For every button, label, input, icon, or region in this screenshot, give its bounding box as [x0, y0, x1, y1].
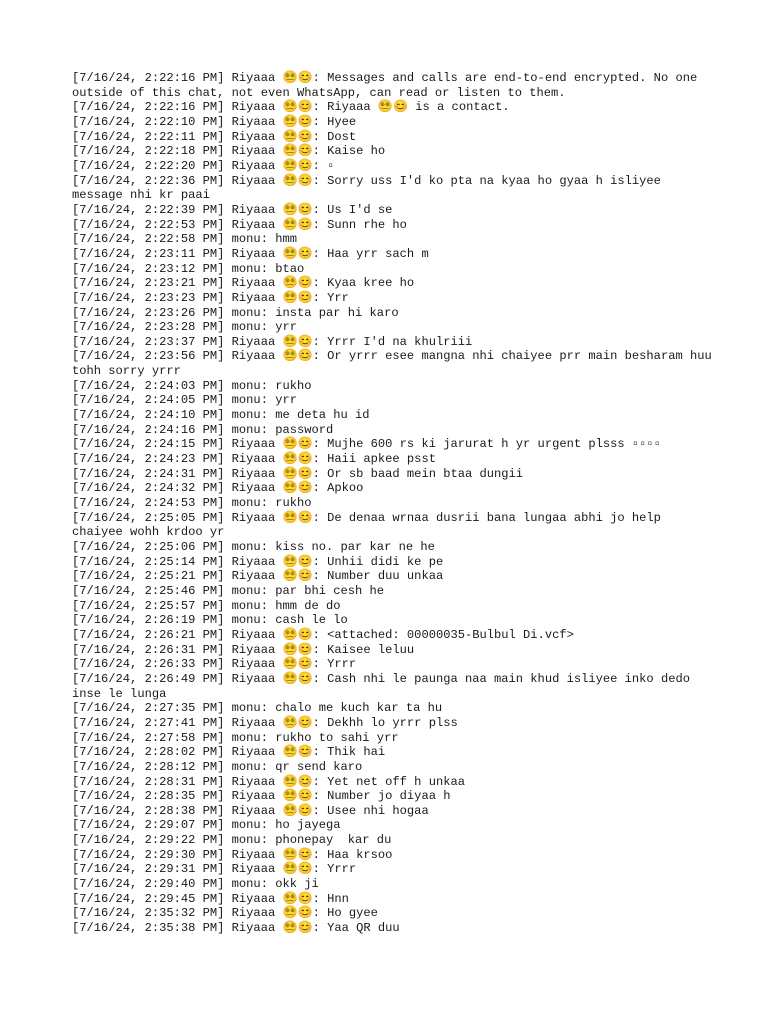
message-timestamp: [7/16/24, 2:25:21 PM]: [72, 569, 225, 584]
message-timestamp: [7/16/24, 2:24:23 PM]: [72, 452, 225, 467]
message-timestamp: [7/16/24, 2:28:35 PM]: [72, 789, 225, 804]
message-text: Riyaaa 😵‍💫😊: Apkoo: [224, 481, 364, 496]
message-text: Riyaaa 😵‍💫😊: Or sb baad mein btaa dungii: [224, 466, 524, 481]
message-timestamp: [7/16/24, 2:23:26 PM]: [72, 305, 225, 320]
chat-line: [72, 921, 712, 936]
chat-line: [72, 159, 712, 174]
message-timestamp: [7/16/24, 2:22:36 PM]: [72, 173, 225, 188]
message-timestamp: [7/16/24, 2:29:45 PM]: [72, 891, 225, 906]
chat-line: [72, 262, 712, 277]
message-text: Riyaaa 😵‍💫😊: Yrrr: [224, 657, 357, 672]
chat-line: [72, 247, 712, 262]
message-timestamp: [7/16/24, 2:29:30 PM]: [72, 847, 225, 862]
message-timestamp: [7/16/24, 2:23:28 PM]: [72, 320, 225, 335]
message-text: monu: insta par hi karo: [224, 305, 399, 320]
message-text: Riyaaa 😵‍💫😊: Haii apkee psst: [224, 452, 436, 467]
chat-line: [72, 848, 712, 863]
chat-line: [72, 306, 712, 321]
chat-line: [72, 467, 712, 482]
chat-line: [72, 423, 712, 438]
chat-line: [72, 437, 712, 452]
message-timestamp: [7/16/24, 2:24:16 PM]: [72, 422, 225, 437]
message-text: Riyaaa 😵‍💫😊: Kaise ho: [224, 144, 386, 159]
message-text: Riyaaa 😵‍💫😊: Yaa QR duu: [224, 921, 400, 936]
chat-line: [72, 672, 712, 701]
message-timestamp: [7/16/24, 2:24:15 PM]: [72, 437, 225, 452]
chat-line: [72, 892, 712, 907]
message-timestamp: [7/16/24, 2:23:12 PM]: [72, 261, 225, 276]
message-timestamp: [7/16/24, 2:29:07 PM]: [72, 818, 225, 833]
message-text: monu: hmm de do: [224, 598, 341, 613]
message-text: Riyaaa 😵‍💫😊: Kaisee leluu: [224, 642, 415, 657]
message-text: Riyaaa 😵‍💫😊: Haa krsoo: [224, 847, 393, 862]
chat-line: [72, 320, 712, 335]
message-timestamp: [7/16/24, 2:22:53 PM]: [72, 217, 225, 232]
chat-line: [72, 775, 712, 790]
message-timestamp: [7/16/24, 2:29:22 PM]: [72, 833, 225, 848]
message-text: monu: chalo me kuch kar ta hu: [224, 701, 443, 716]
message-timestamp: [7/16/24, 2:23:37 PM]: [72, 334, 225, 349]
message-text: monu: btao: [224, 261, 305, 276]
message-text: monu: ho jayega: [224, 818, 341, 833]
message-text: Riyaaa 😵‍💫😊: Dost: [224, 129, 357, 144]
chat-line: [72, 628, 712, 643]
message-text: Riyaaa 😵‍💫😊: Riyaaa 😵‍💫😊 is a contact.: [224, 100, 510, 115]
message-timestamp: [7/16/24, 2:26:31 PM]: [72, 642, 225, 657]
message-text: Riyaaa 😵‍💫😊: Cash nhi le paunga naa main khud isliyee inko dedo inse le lunga: [72, 671, 698, 701]
message-text: Riyaaa 😵‍💫😊: Or yrrr esee mangna nhi chaiyee prr main besharam huu tohh sorry yrrr: [72, 349, 720, 379]
message-timestamp: [7/16/24, 2:28:12 PM]: [72, 759, 225, 774]
message-text: monu: yrr: [224, 320, 297, 335]
chat-line: [72, 701, 712, 716]
chat-line: [72, 452, 712, 467]
message-text: Riyaaa 😵‍💫😊: Mujhe 600 rs ki jarurat h yr urgent plsss ▫▫▫▫: [224, 437, 661, 452]
message-timestamp: [7/16/24, 2:27:41 PM]: [72, 715, 225, 730]
chat-line: [72, 232, 712, 247]
message-timestamp: [7/16/24, 2:35:32 PM]: [72, 906, 225, 921]
message-text: Riyaaa 😵‍💫😊: Number duu unkaa: [224, 569, 444, 584]
message-timestamp: [7/16/24, 2:28:31 PM]: [72, 774, 225, 789]
message-timestamp: [7/16/24, 2:29:40 PM]: [72, 877, 225, 892]
message-timestamp: [7/16/24, 2:23:56 PM]: [72, 349, 225, 364]
chat-line: [72, 130, 712, 145]
chat-line: [72, 540, 712, 555]
message-timestamp: [7/16/24, 2:25:05 PM]: [72, 510, 225, 525]
message-text: monu: okk ji: [224, 877, 319, 892]
message-timestamp: [7/16/24, 2:35:38 PM]: [72, 921, 225, 936]
message-timestamp: [7/16/24, 2:25:06 PM]: [72, 540, 225, 554]
chat-line: [72, 511, 712, 540]
message-timestamp: [7/16/24, 2:26:19 PM]: [72, 613, 225, 628]
message-timestamp: [7/16/24, 2:27:35 PM]: [72, 701, 225, 716]
message-text: monu: phonepay kar du: [224, 833, 392, 848]
message-timestamp: [7/16/24, 2:22:16 PM]: [72, 71, 225, 85]
message-timestamp: [7/16/24, 2:24:31 PM]: [72, 466, 225, 481]
chat-line: [72, 481, 712, 496]
chat-line: [72, 276, 712, 291]
message-timestamp: [7/16/24, 2:22:11 PM]: [72, 129, 225, 144]
message-text: Riyaaa 😵‍💫😊: Thik hai: [224, 745, 386, 760]
message-text: Riyaaa 😵‍💫😊: Unhii didi ke pe: [224, 554, 444, 569]
chat-line: [72, 613, 712, 628]
chat-line: [72, 496, 712, 511]
chat-line: [72, 789, 712, 804]
chat-line: [72, 716, 712, 731]
message-timestamp: [7/16/24, 2:22:39 PM]: [72, 202, 225, 217]
chat-line: [72, 584, 712, 599]
message-text: Riyaaa 😵‍💫😊: Usee nhi hogaa: [224, 803, 429, 818]
chat-line: [72, 218, 712, 233]
message-text: monu: kiss no. par kar ne he: [224, 540, 435, 554]
message-timestamp: [7/16/24, 2:22:18 PM]: [72, 144, 225, 159]
chat-line: [72, 643, 712, 658]
message-timestamp: [7/16/24, 2:28:38 PM]: [72, 803, 225, 818]
message-text: Riyaaa 😵‍💫😊: Dekhh lo yrrr plss: [224, 715, 458, 730]
message-timestamp: [7/16/24, 2:25:57 PM]: [72, 598, 225, 613]
message-timestamp: [7/16/24, 2:28:02 PM]: [72, 745, 225, 760]
message-timestamp: [7/16/24, 2:22:58 PM]: [72, 232, 225, 247]
message-text: Riyaaa 😵‍💫😊: Number jo diyaa h: [224, 789, 451, 804]
message-text: monu: yrr: [224, 393, 297, 408]
message-text: monu: rukho: [224, 496, 312, 511]
message-text: monu: qr send karo: [224, 759, 363, 774]
message-timestamp: [7/16/24, 2:26:49 PM]: [72, 671, 225, 686]
chat-line: [72, 408, 712, 423]
message-timestamp: [7/16/24, 2:24:05 PM]: [72, 393, 225, 408]
message-text: monu: rukho: [224, 378, 312, 393]
message-text: Riyaaa 😵‍💫😊: Hyee: [224, 114, 357, 129]
message-timestamp: [7/16/24, 2:25:46 PM]: [72, 583, 225, 598]
chat-line: [72, 291, 712, 306]
message-timestamp: [7/16/24, 2:29:31 PM]: [72, 862, 225, 877]
message-text: Riyaaa 😵‍💫😊: Us I'd se: [224, 202, 393, 217]
chat-line: [72, 100, 712, 115]
message-text: Riyaaa 😵‍💫😊: Sunn rhe ho: [224, 217, 407, 232]
message-text: Riyaaa 😵‍💫😊: Yet net off h unkaa: [224, 774, 465, 789]
chat-transcript: [72, 71, 720, 936]
message-timestamp: [7/16/24, 2:24:03 PM]: [72, 378, 225, 393]
chat-line: [72, 877, 712, 892]
message-timestamp: [7/16/24, 2:24:10 PM]: [72, 408, 225, 423]
message-timestamp: [7/16/24, 2:26:21 PM]: [72, 627, 225, 642]
chat-line: [72, 115, 712, 130]
message-text: Riyaaa 😵‍💫😊: De denaa wrnaa dusrii bana lungaa abhi jo help chaiyee wohh krdoo yr: [72, 510, 669, 540]
message-timestamp: [7/16/24, 2:23:21 PM]: [72, 276, 225, 291]
message-timestamp: [7/16/24, 2:27:58 PM]: [72, 730, 225, 745]
message-text: Riyaaa 😵‍💫😊: Messages and calls are end-to-end encrypted. No one outside of this chat, not even WhatsApp, can read or listen to them.: [72, 71, 705, 100]
chat-line: [72, 349, 720, 379]
message-text: Riyaaa 😵‍💫😊: Ho gyee: [224, 906, 378, 921]
chat-line: [72, 379, 712, 394]
message-text: Riyaaa 😵‍💫😊: Kyaa kree ho: [224, 276, 415, 291]
message-timestamp: [7/16/24, 2:23:11 PM]: [72, 246, 225, 261]
message-text: Riyaaa 😵‍💫😊: Hnn: [224, 891, 349, 906]
message-text: monu: par bhi cesh he: [224, 583, 385, 598]
message-timestamp: [7/16/24, 2:22:10 PM]: [72, 114, 225, 129]
message-text: Riyaaa 😵‍💫😊: Yrrr: [224, 862, 357, 877]
message-text: Riyaaa 😵‍💫😊: Sorry uss I'd ko pta na kyaa ho gyaa h isliyee message nhi kr paai: [72, 173, 669, 203]
message-text: Riyaaa 😵‍💫😊: Yrr: [224, 290, 349, 305]
message-text: monu: me deta hu id: [224, 408, 370, 423]
message-timestamp: [7/16/24, 2:24:32 PM]: [72, 481, 225, 496]
chat-line: [72, 71, 712, 100]
chat-line: [72, 393, 712, 408]
chat-line: [72, 203, 712, 218]
chat-line: [72, 862, 712, 877]
chat-line: [72, 569, 712, 584]
message-timestamp: [7/16/24, 2:22:16 PM]: [72, 100, 225, 115]
message-timestamp: [7/16/24, 2:25:14 PM]: [72, 554, 225, 569]
message-timestamp: [7/16/24, 2:26:33 PM]: [72, 657, 225, 672]
chat-line: [72, 174, 712, 203]
message-text: monu: password: [224, 422, 334, 437]
message-text: monu: rukho to sahi yrr: [224, 730, 399, 745]
chat-line: [72, 804, 712, 819]
chat-line: [72, 731, 712, 746]
message-text: monu: hmm: [224, 232, 297, 247]
chat-line: [72, 335, 712, 350]
chat-line: [72, 818, 712, 833]
chat-line: [72, 599, 712, 614]
message-text: Riyaaa 😵‍💫😊: Haa yrr sach m: [224, 246, 429, 261]
chat-line: [72, 833, 712, 848]
message-timestamp: [7/16/24, 2:24:53 PM]: [72, 496, 225, 511]
message-timestamp: [7/16/24, 2:22:20 PM]: [72, 158, 225, 173]
message-text: Riyaaa 😵‍💫😊: <attached: 00000035-Bulbul Di.vcf>: [224, 627, 574, 642]
message-text: Riyaaa 😵‍💫😊: ▫: [224, 158, 335, 173]
message-timestamp: [7/16/24, 2:23:23 PM]: [72, 290, 225, 305]
chat-line: [72, 745, 712, 760]
chat-line: [72, 555, 712, 570]
message-text: Riyaaa 😵‍💫😊: Yrrr I'd na khulriii: [224, 334, 473, 349]
chat-line: [72, 657, 712, 672]
chat-line: [72, 144, 712, 159]
chat-line: [72, 760, 712, 775]
message-text: monu: cash le lo: [224, 613, 348, 628]
chat-line: [72, 906, 712, 921]
